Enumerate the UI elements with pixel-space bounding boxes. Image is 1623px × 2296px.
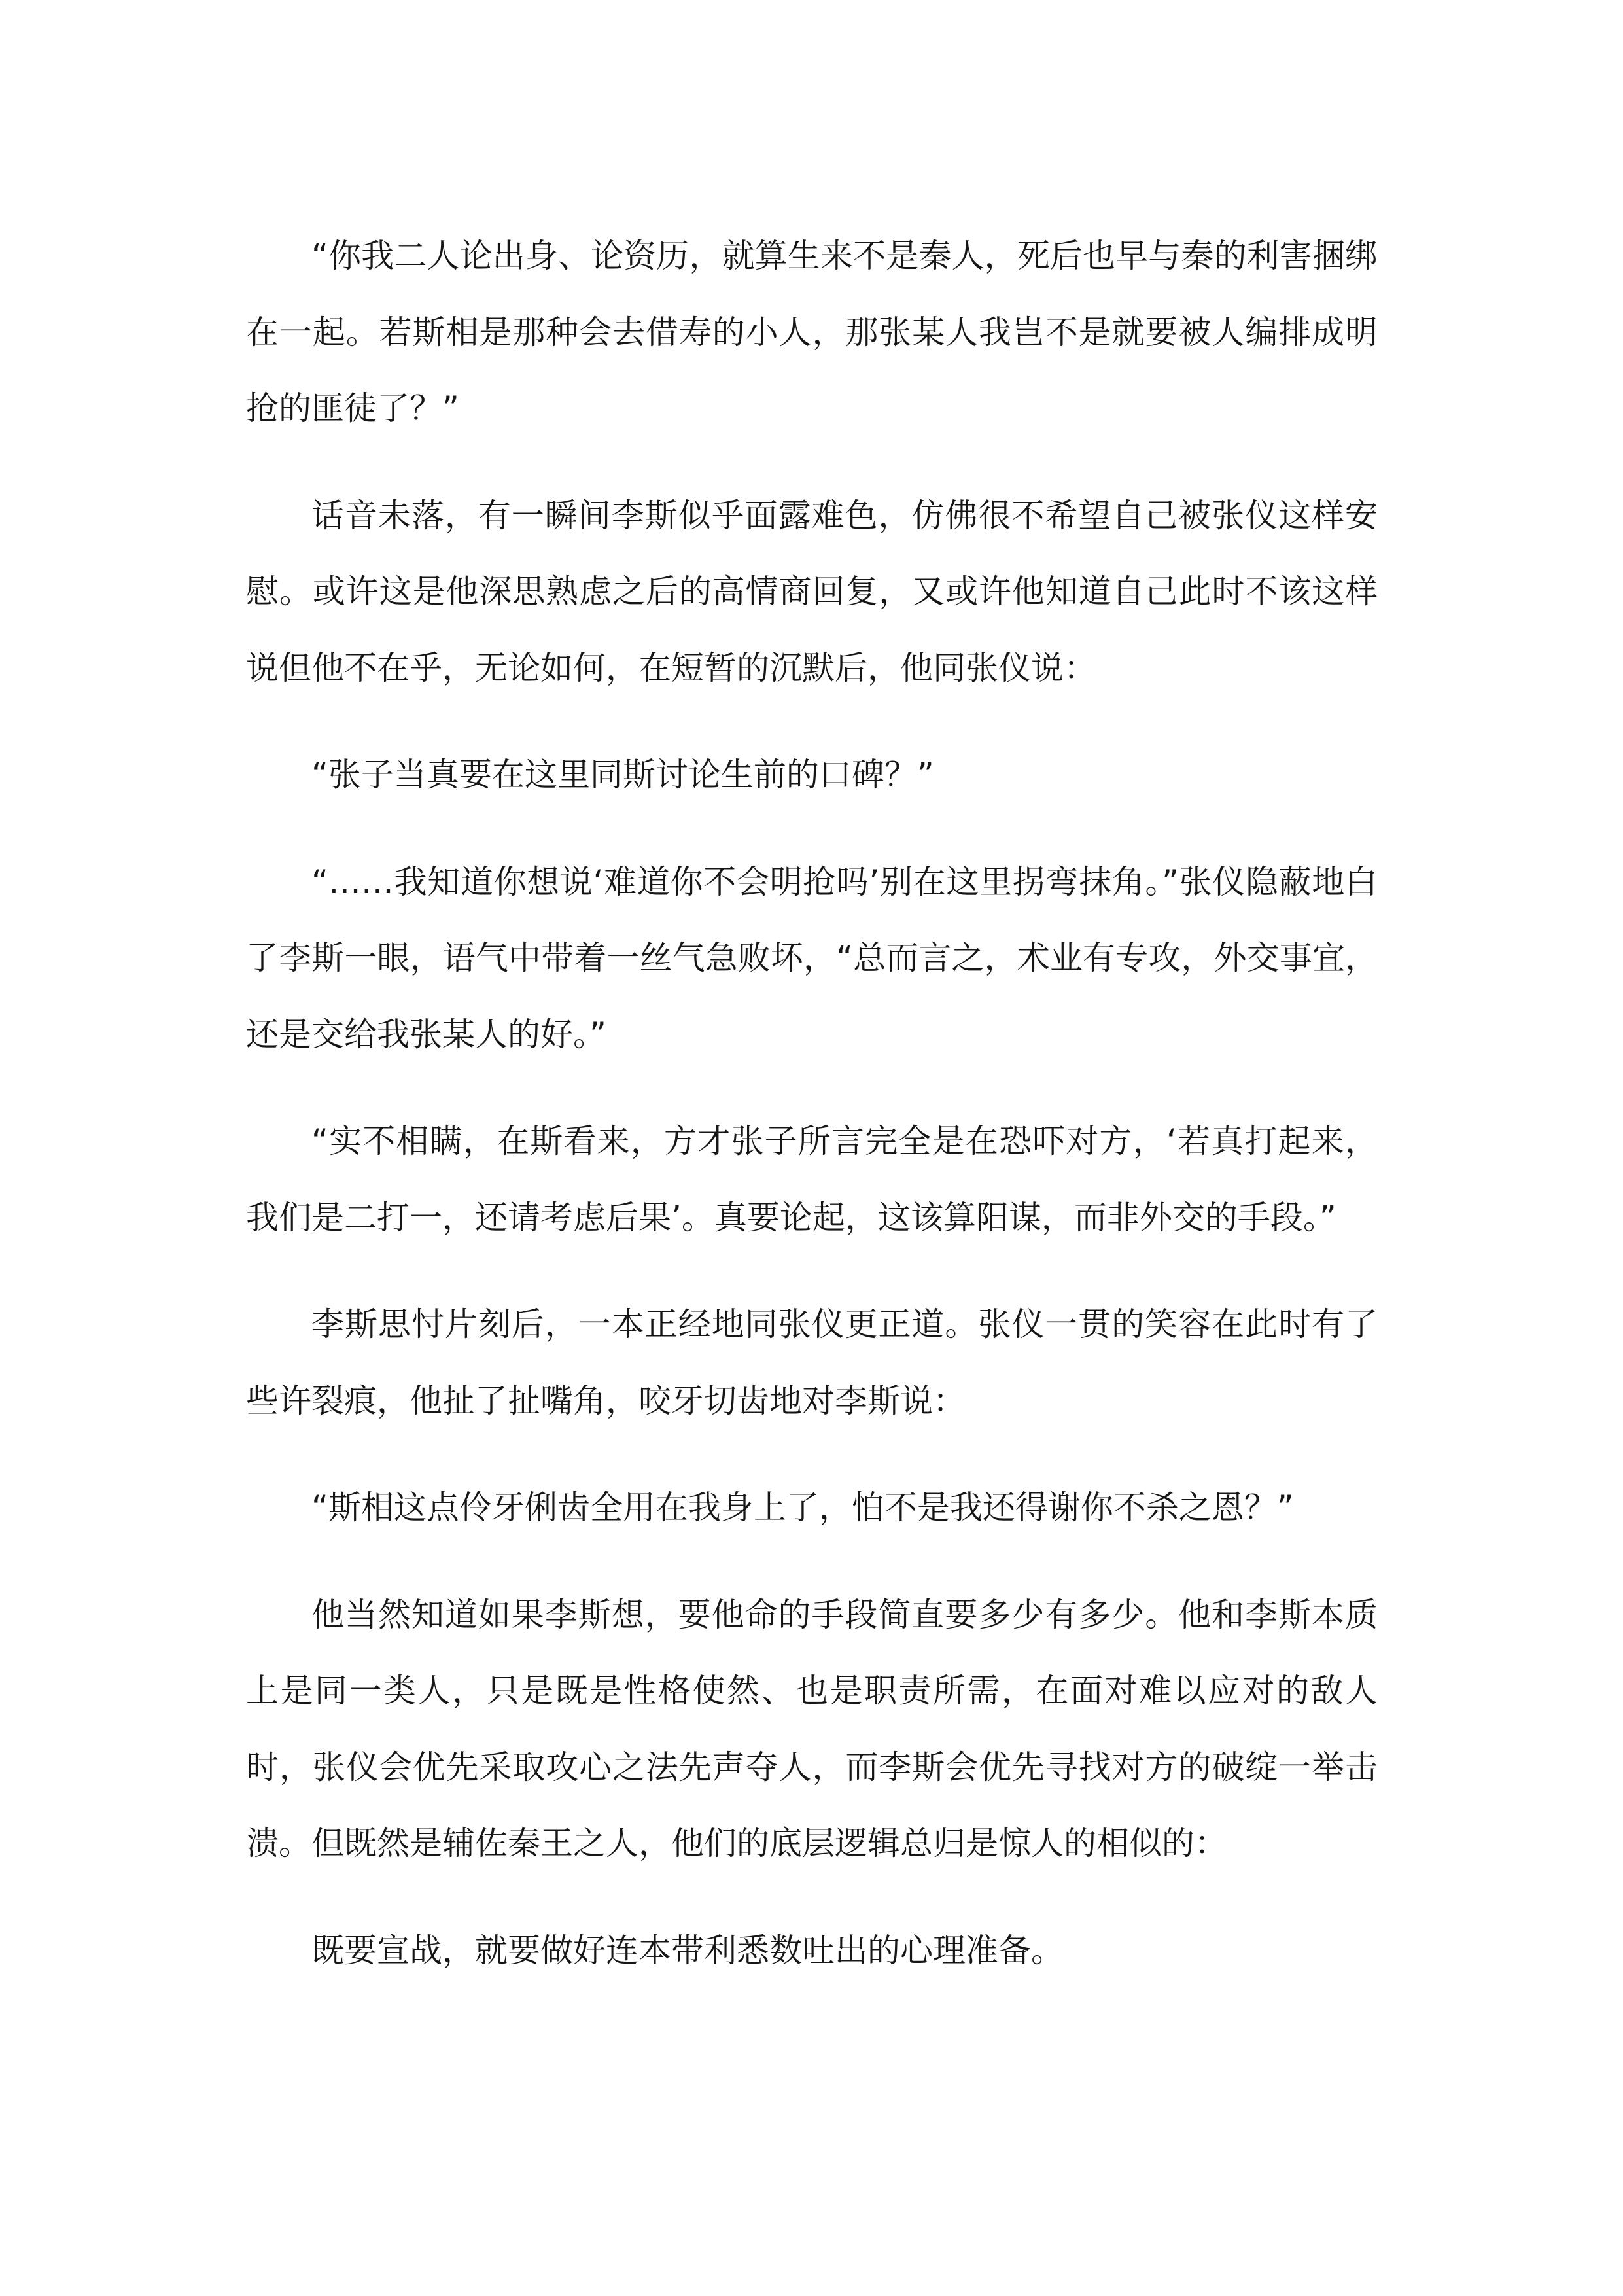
paragraph: “你我二人论出身、论资历，就算生来不是秦人，死后也早与秦的利害捆绑在一起。若斯相是那种会去借寿的小人，那张某人我岂不是就要被人编排成明抢的匪徒了？”	[246, 237, 1378, 427]
paragraph: “实不相瞒，在斯看来，方才张子所言完全是在恐吓对方，‘若真打起来，我们是二打一，还请考虑后果’。真要论起，这该算阳谋，而非外交的手段。”	[246, 1122, 1378, 1237]
paragraph: “张子当真要在这里同斯讨论生前的口碑？”	[311, 756, 934, 794]
paragraph: 话音未落，有一瞬间李斯似乎面露难色，仿佛很不希望自己被张仪这样安慰。或许这是他深思熟虑之后的高情商回复，又或许他知道自己此时不该这样说但他不在乎，无论如何，在短暂的沉默后，他同张仪说：	[246, 496, 1378, 687]
paragraph: 他当然知道如果李斯想，要他命的手段简直要多少有多少。他和李斯本质上是同一类人，只是既是性格使然、也是职责所需，在面对难以应对的敌人时，张仪会优先采取攻心之法先声夺人，而李斯会优先寻找对方的破绽一举击溃。但既然是辅佐秦王之人，他们的底层逻辑总归是惊人的相似的：	[246, 1595, 1378, 1862]
paragraph: “斯相这点伶牙俐齿全用在我身上了，怕不是我还得谢你不杀之恩？”	[311, 1489, 1294, 1527]
paragraph: 李斯思忖片刻后，一本正经地同张仪更正道。张仪一贯的笑容在此时有了些许裂痕，他扯了扯嘴角，咬牙切齿地对李斯说：	[246, 1305, 1378, 1420]
text-body	[246, 218, 1378, 1988]
paragraph: “……我知道你想说‘难道你不会明抢吗’别在这里拐弯抹角。”张仪隐蔽地白了李斯一眼，语气中带着一丝气急败坏，“总而言之，术业有专攻，外交事宜，还是交给我张某人的好。”	[246, 862, 1378, 1053]
paragraph: 既要宣战，就要做好连本带利悉数吐出的心理准备。	[311, 1931, 1064, 1969]
